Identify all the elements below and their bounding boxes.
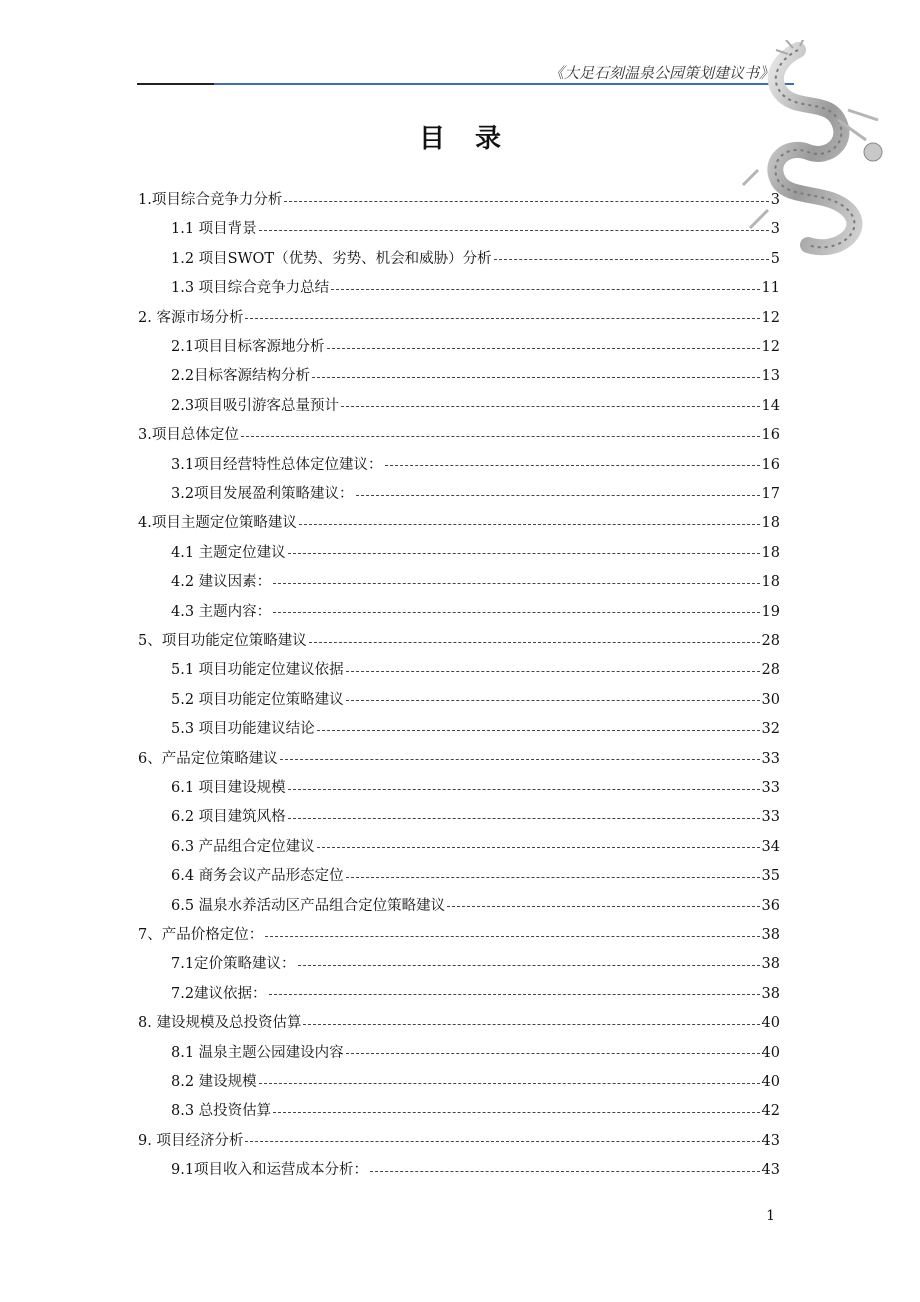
toc-entry-label: 3.项目总体定位	[138, 427, 239, 444]
toc-entry[interactable]	[171, 688, 780, 712]
toc-entry-label: 8. 建设规模及总投资估算	[138, 1015, 302, 1032]
toc-leader-dashes	[356, 495, 760, 496]
toc-entry[interactable]	[171, 217, 780, 241]
toc-entry[interactable]	[171, 1099, 780, 1123]
toc-leader-dashes	[327, 348, 760, 349]
toc-entry[interactable]	[171, 364, 780, 388]
toc-leader-dashes	[298, 965, 760, 966]
document-header-title: 《大足石刻温泉公园策划建议书》	[548, 64, 774, 82]
toc-entry-page: 33	[761, 809, 780, 826]
toc-entry[interactable]	[171, 1041, 780, 1065]
toc-entry-label: 2.2目标客源结构分析	[171, 368, 311, 385]
toc-leader-dashes	[273, 1112, 759, 1113]
toc-entry-label: 6.5 温泉水养活动区产品组合定位策略建议	[171, 897, 446, 914]
toc-leader-dashes	[317, 847, 760, 848]
toc-entry-page: 38	[761, 956, 780, 973]
toc-entry-label: 1.3 项目综合竞争力总结	[171, 280, 330, 297]
toc-entry[interactable]	[171, 276, 780, 300]
toc-entry-page: 35	[761, 868, 780, 885]
toc-leader-dashes	[259, 1083, 760, 1084]
toc-entry-label: 5.3 项目功能建议结论	[171, 721, 315, 738]
toc-entry-page: 13	[761, 368, 780, 385]
toc-leader-dashes	[385, 465, 760, 466]
toc-entry-label: 4.项目主题定位策略建议	[138, 515, 297, 532]
toc-entry[interactable]	[171, 658, 780, 682]
toc-entry-label: 7.2建议依据：	[171, 985, 267, 1002]
toc-leader-dashes	[346, 671, 760, 672]
toc-entry-label: 8.1 温泉主题公园建设内容	[171, 1044, 344, 1061]
toc-entry-label: 5.2 项目功能定位策略建议	[171, 691, 344, 708]
toc-entry-page: 3	[770, 221, 780, 238]
toc-leader-dashes	[346, 1053, 760, 1054]
toc-leader-dashes	[280, 759, 760, 760]
toc-entry[interactable]	[138, 923, 780, 947]
toc-leader-dashes	[259, 230, 769, 231]
toc-leader-dashes	[245, 318, 759, 319]
toc-entry[interactable]	[138, 1011, 780, 1035]
toc-entry-page: 5	[770, 250, 780, 267]
toc-entry-page: 40	[761, 1015, 780, 1032]
toc-leader-dashes	[447, 906, 759, 907]
toc-leader-dashes	[317, 730, 760, 731]
toc-leader-dashes	[269, 994, 760, 995]
toc-leader-dashes	[288, 553, 760, 554]
toc-entry-label: 7、产品价格定位：	[138, 927, 264, 943]
toc-leader-dashes	[331, 289, 759, 290]
toc-entry[interactable]	[171, 453, 780, 477]
toc-entry[interactable]	[171, 482, 780, 506]
toc-entry-label: 5.1 项目功能定位建议依据	[171, 662, 344, 679]
toc-leader-dashes	[494, 259, 769, 260]
toc-entry-page: 40	[761, 1044, 780, 1061]
toc-entry-label: 1.2 项目SWOT（优势、劣势、机会和威胁）分析	[171, 250, 492, 267]
toc-entry-label: 1.项目综合竞争力分析	[138, 192, 283, 208]
toc-entry-label: 6、产品定位策略建议	[138, 750, 278, 767]
toc-leader-dashes	[299, 524, 760, 525]
toc-leader-dashes	[288, 818, 760, 819]
toc-entry-label: 2.3项目吸引游客总量预计	[171, 397, 340, 414]
toc-entry[interactable]	[138, 188, 780, 212]
toc-entry-label: 2. 客源市场分析	[138, 309, 244, 326]
toc-entry-label: 4.2 建议因素：	[171, 574, 272, 591]
toc-entry-page: 18	[761, 515, 780, 532]
page-number: 1	[766, 1208, 775, 1224]
toc-entry-page: 33	[761, 780, 780, 796]
toc-entry[interactable]	[171, 776, 780, 800]
toc-entry[interactable]	[171, 894, 780, 918]
toc-leader-dashes	[273, 612, 759, 613]
toc-leader-dashes	[341, 406, 759, 407]
toc-entry-page: 36	[761, 897, 780, 914]
toc-entry-label: 6.3 产品组合定位建议	[171, 838, 315, 855]
toc-leader-dashes	[241, 436, 760, 437]
toc-entry-label: 6.4 商务会议产品形态定位	[171, 868, 344, 885]
toc-leader-dashes	[303, 1024, 759, 1025]
toc-entry[interactable]	[138, 1129, 780, 1153]
toc-leader-dashes	[312, 377, 759, 378]
header-rule-dark	[137, 83, 214, 85]
toc-entry[interactable]	[138, 306, 780, 330]
toc-entry[interactable]	[171, 717, 780, 741]
toc-entry-page: 38	[761, 985, 780, 1002]
toc-entry[interactable]	[171, 864, 780, 888]
toc-leader-dashes	[346, 877, 760, 878]
toc-entry-label: 6.1 项目建设规模	[171, 780, 286, 796]
toc-entry[interactable]	[171, 952, 780, 976]
toc-entry[interactable]	[171, 541, 780, 565]
toc-leader-dashes	[288, 789, 760, 790]
toc-entry[interactable]	[171, 805, 780, 829]
toc-entry-label: 4.1 主题定位建议	[171, 544, 286, 561]
toc-entry-page: 18	[761, 574, 780, 591]
toc-entry[interactable]	[138, 629, 780, 653]
toc-entry[interactable]	[171, 600, 780, 624]
toc-entry[interactable]	[138, 423, 780, 447]
toc-entry-label: 3.2项目发展盈利策略建议：	[171, 486, 354, 502]
toc-entry[interactable]	[171, 570, 780, 594]
toc-leader-dashes	[273, 583, 759, 584]
toc-leader-dashes	[370, 1171, 759, 1172]
toc-entry[interactable]	[171, 1070, 780, 1094]
toc-entry[interactable]	[138, 747, 780, 771]
toc-entry-page: 30	[761, 691, 780, 708]
header-rule	[214, 83, 794, 85]
toc-entry-page: 40	[761, 1074, 780, 1090]
toc-entry-page: 28	[761, 662, 780, 679]
toc-entry[interactable]	[138, 511, 780, 535]
toc-entry-page: 33	[761, 750, 780, 767]
toc-entry-label: 2.1项目目标客源地分析	[171, 339, 325, 355]
toc-entry-label: 5、项目功能定位策略建议	[138, 633, 307, 649]
toc-entry-page: 11	[761, 280, 780, 297]
toc-entry-page: 18	[761, 544, 780, 561]
toc-leader-dashes	[309, 642, 760, 643]
toc-entry-page: 3	[770, 192, 780, 208]
toc-entry-page: 32	[761, 721, 780, 738]
toc-entry-page: 16	[761, 427, 780, 444]
page-title: 目录	[418, 124, 531, 154]
toc-entry[interactable]	[171, 335, 780, 359]
toc-leader-dashes	[265, 936, 759, 937]
toc-entry-page: 28	[761, 633, 780, 649]
toc-entry-page: 34	[761, 838, 780, 855]
toc-entry-page: 14	[761, 397, 780, 414]
toc-leader-dashes	[284, 201, 768, 202]
toc-entry-page: 17	[761, 486, 780, 502]
toc-entry[interactable]	[171, 1158, 780, 1182]
toc-entry-page: 19	[761, 603, 780, 620]
toc-entry[interactable]	[171, 247, 780, 271]
toc-entry-label: 1.1 项目背景	[171, 221, 257, 238]
toc-entry[interactable]	[171, 394, 780, 418]
toc-entry-page: 42	[761, 1103, 780, 1120]
toc-entry-page: 12	[761, 309, 780, 326]
toc-entry-page: 43	[761, 1162, 780, 1179]
toc-entry-page: 16	[761, 456, 780, 473]
toc-leader-dashes	[245, 1141, 759, 1142]
toc-entry-page: 12	[761, 339, 780, 355]
toc-entry-label: 6.2 项目建筑风格	[171, 809, 286, 826]
toc-leader-dashes	[346, 700, 760, 701]
toc-entry-label: 9.1项目收入和运营成本分析：	[171, 1162, 369, 1179]
toc-entry-label: 4.3 主题内容：	[171, 603, 272, 620]
toc-entry-label: 8.2 建设规模	[171, 1074, 257, 1090]
toc-entry[interactable]	[171, 835, 780, 859]
toc-entry-page: 38	[761, 927, 780, 943]
toc-entry[interactable]	[171, 982, 780, 1006]
toc-entry-label: 3.1项目经营特性总体定位建议：	[171, 456, 383, 473]
toc-entry-label: 7.1定价策略建议：	[171, 956, 296, 973]
toc-entry-label: 8.3 总投资估算	[171, 1103, 272, 1120]
toc-entry-page: 43	[761, 1132, 780, 1149]
toc-entry-label: 9. 项目经济分析	[138, 1132, 244, 1149]
